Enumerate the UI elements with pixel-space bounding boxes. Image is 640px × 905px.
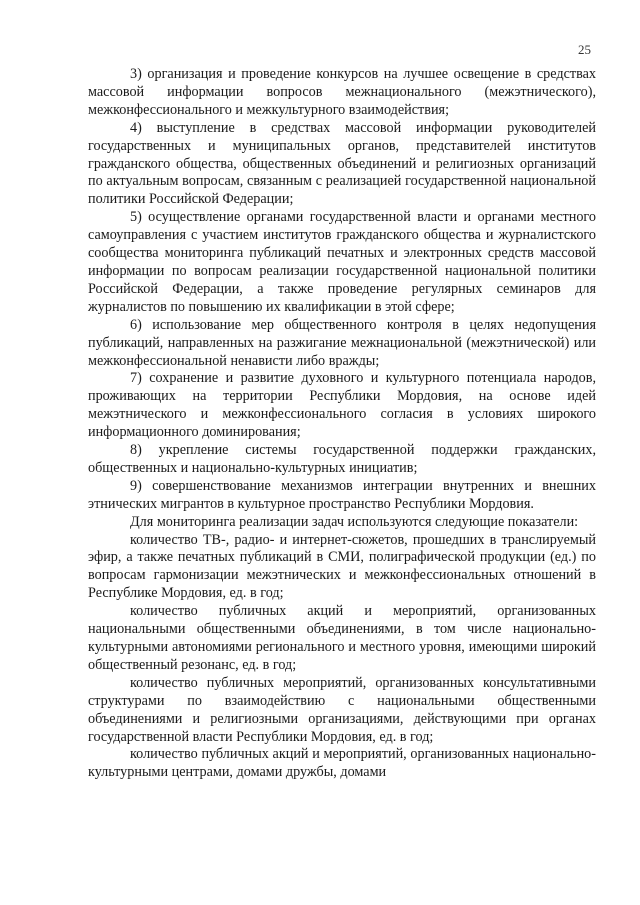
paragraph-item-6: 6) использование мер общественного контроля в целях недопущения публикаций, направленных на разжигание межнациональной (межэтнической) или межконфессиональной ненависти либо вражды;: [88, 316, 596, 369]
indicator-cultural-centers: количество публичных акций и мероприятий, организованных национально-культурными центрами, домами дружбы, домами: [88, 746, 596, 781]
paragraph-item-3: 3) организация и проведение конкурсов на лучшее освещение в средствах массовой информации вопросов межнационального (межэтнического), межконфессионального и межкультурного взаимодействия;: [88, 66, 596, 118]
indicators-intro: Для мониторинга реализации задач используются следующие показатели:: [130, 513, 579, 530]
page-number: 25: [578, 42, 591, 57]
indicator-public-actions: количество публичных акций и мероприятий, организованных национальными общественными объединениями, в том числе национально-культурными автономиями регионального и местного уровня, имеющими широкий общественный резонанс, ед. в год;: [88, 603, 596, 673]
paragraph-item-8: 8) укрепление системы государственной поддержки гражданских, общественных и национально-культурных инициатив;: [88, 442, 596, 476]
indicator-consultative-events: количество публичных мероприятий, организованных консультативными структурами по взаимодействию с национальными общественными объединениями и религиозными организациями, действующими при органах государственной власти Республики Мордовия, ед. в год;: [88, 674, 596, 745]
paragraph-item-7: 7) сохранение и развитие духовного и культурного потенциала народов, проживающих на территории Республики Мордовия, на основе идей межэтнического и межконфессионального согласия в условиях широкого информационного доминирования;: [88, 370, 596, 441]
paragraph-item-9: 9) совершенствование механизмов интеграции внутренних и внешних этнических мигрантов в культурное пространство Республики Мордовия.: [88, 477, 596, 512]
document-body: [88, 66, 596, 782]
paragraph-item-4: 4) выступление в средствах массовой информации руководителей государственных и муниципальных органов, представителей институтов гражданского общества, общественных объединений и религиозных организаций по актуальным вопросам, связанным с реализацией государственной национальной политики Российской Федерации;: [88, 119, 596, 208]
paragraph-item-5: 5) осуществление органами государственной власти и органами местного самоуправления с участием институтов гражданского общества и журналистского сообщества мониторинга публикаций печатных и электронных средств массовой информации по вопросам реализации государственной национальной политики Российской Федерации, а также проведение регулярных семинаров для журналистов по повышению их квалификации в этой сфере;: [88, 209, 596, 315]
indicator-media-stories: количество ТВ-, радио- и интернет-сюжетов, прошедших в транслируемый эфир, а также печатных публикаций в СМИ, полиграфической продукции (ед.) по вопросам гармонизации межэтнических и межконфессиональных отношений в Республике Мордовия, ед. в год;: [88, 531, 596, 602]
